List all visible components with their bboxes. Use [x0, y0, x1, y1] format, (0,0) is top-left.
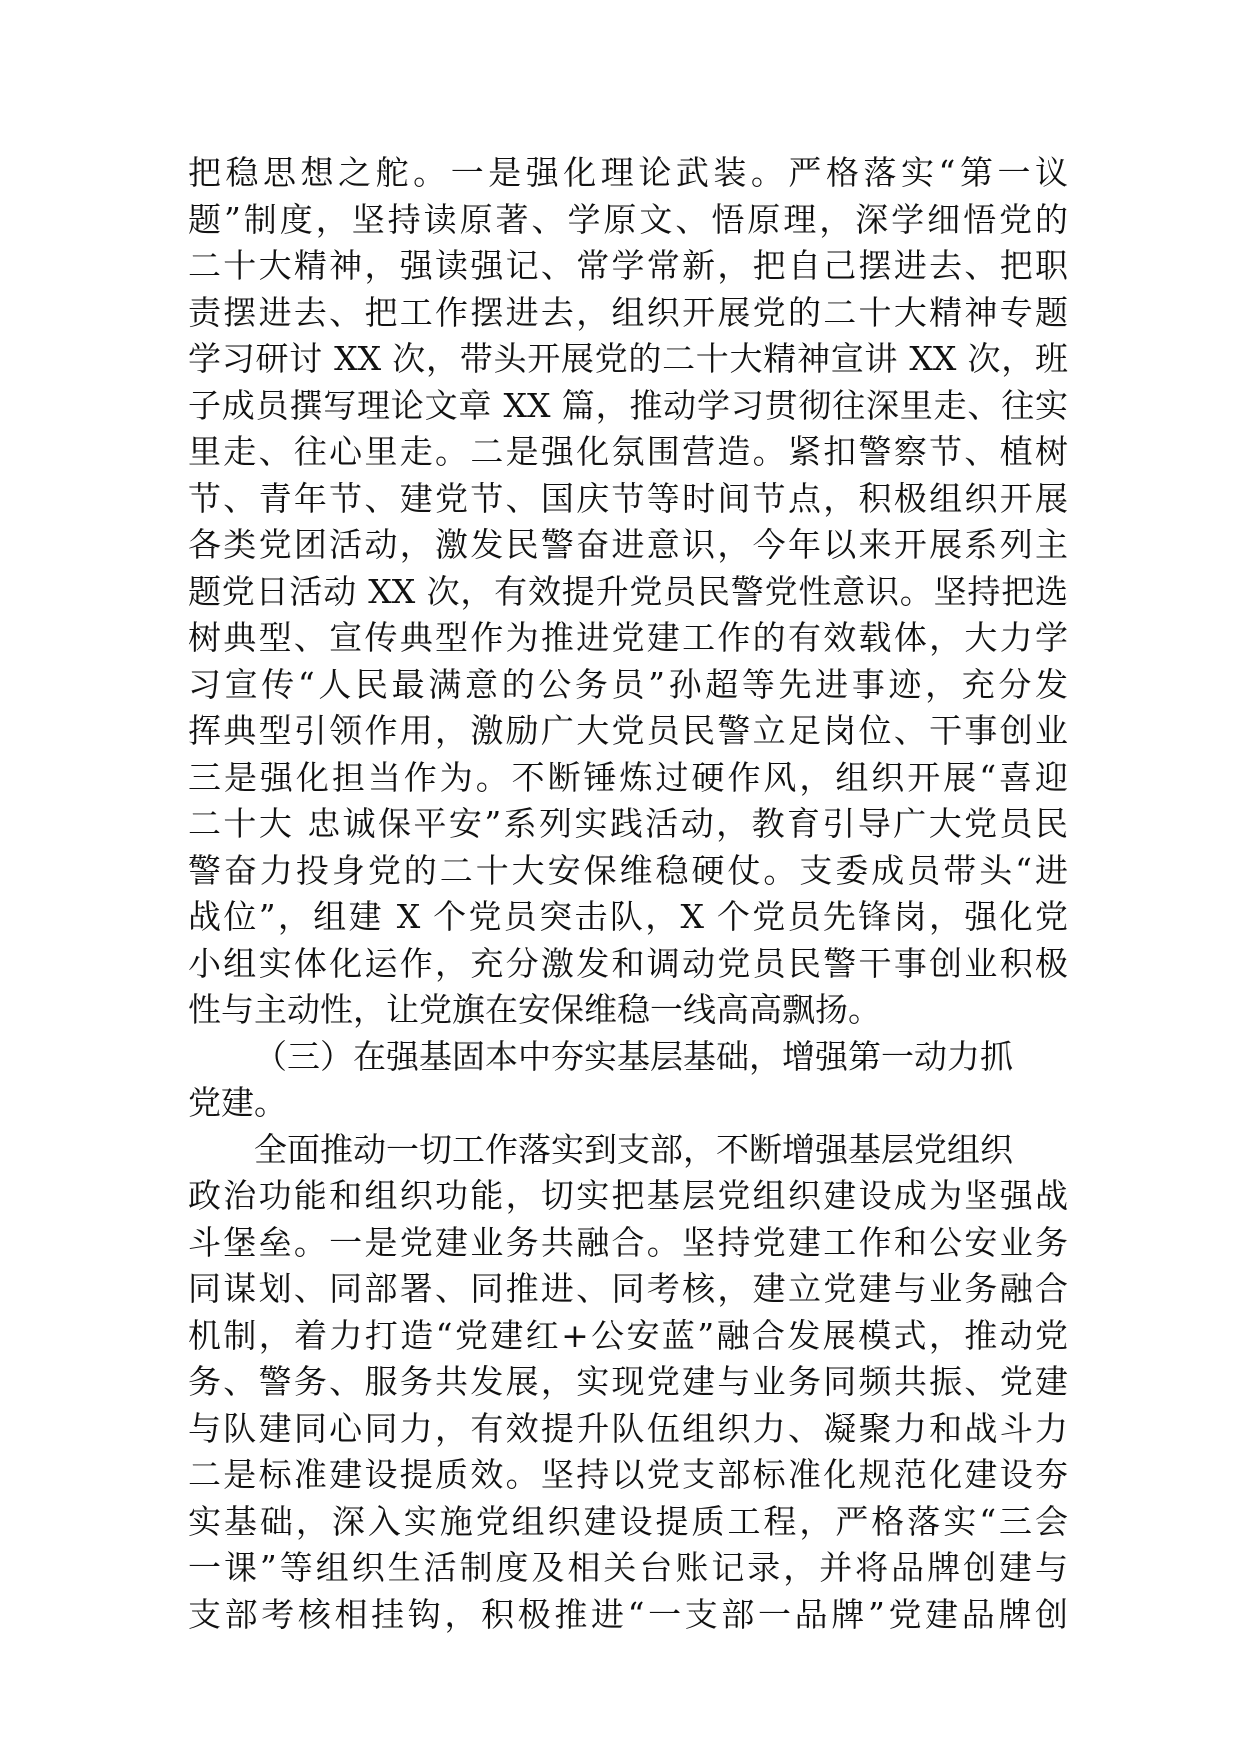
text-line: 二是标准建设提质效。坚持以党支部标准化规范化建设夯 — [188, 1455, 1068, 1494]
text-line: 习宣传“人民最满意的公务员”孙超等先进事迹，充分发 — [188, 664, 1068, 704]
text-line: 与队建同心同力，有效提升队伍组织力、凝聚力和战斗力 — [188, 1408, 1068, 1448]
text-line: 支部考核相挂钩，积极推进“一支部一品牌”党建品牌创 — [188, 1594, 1068, 1634]
text-line: 斗堡垒。一是党建业务共融合。坚持党建工作和公安业务 — [188, 1222, 1068, 1262]
paragraph-first-line: 全面推动一切工作落实到支部，不断增强基层党组织 — [254, 1129, 1013, 1169]
text-line: 题”制度，坚持读原著、学原文、悟原理，深学细悟党的 — [188, 199, 1068, 239]
text-line: 战位”，组建 X 个党员突击队，X 个党员先锋岗，强化党 — [188, 897, 1068, 936]
text-line: 子成员撰写理论文章 XX 篇，推动学习贯彻往深里走、往实 — [188, 385, 1068, 425]
text-line: 二十大 忠诚保平安”系列实践活动，教育引导广大党员民 — [188, 804, 1068, 843]
text-line: 挥典型引领作用，激励广大党员民警立足岗位、干事创业 — [188, 711, 1068, 750]
text-line: 各类党团活动，激发民警奋进意识，今年以来开展系列主 — [188, 525, 1068, 564]
text-line: 务、警务、服务共发展，实现党建与业务同频共振、党建 — [188, 1362, 1068, 1401]
text-line: 一课”等组织生活制度及相关台账记录，并将品牌创建与 — [188, 1548, 1068, 1587]
text-line: 性与主动性，让党旗在安保维稳一线高高飘扬。 — [188, 990, 881, 1029]
text-line: 警奋力投身党的二十大安保维稳硬仗。支委成员带头“进 — [188, 850, 1068, 890]
section-heading-continued: 党建。 — [188, 1083, 287, 1122]
text-line: 三是强化担当作为。不断锤炼过硬作风，组织开展“喜迎 — [188, 757, 1068, 797]
text-line: 责摆进去、把工作摆进去，组织开展党的二十大精神专题 — [188, 292, 1068, 332]
text-line: 树典型、宣传典型作为推进党建工作的有效载体，大力学 — [188, 618, 1068, 657]
body-text — [188, 150, 1068, 1638]
text-line: 里走、往心里走。二是强化氛围营造。紧扣警察节、植树 — [188, 432, 1068, 471]
text-line: 把稳思想之舵。一是强化理论武装。严格落实“第一议 — [188, 153, 1068, 192]
text-line: 同谋划、同部署、同推进、同考核，建立党建与业务融合 — [188, 1269, 1068, 1308]
text-line: 小组实体化运作，充分激发和调动党员民警干事创业积极 — [188, 943, 1068, 983]
text-line: 实基础，深入实施党组织建设提质工程，严格落实“三会 — [188, 1501, 1068, 1541]
text-line: 二十大精神，强读强记、常学常新，把自己摆进去、把职 — [188, 246, 1068, 285]
text-line: 机制，着力打造“党建红+公安蓝”融合发展模式，推动党 — [188, 1315, 1068, 1355]
text-line: 题党日活动 XX 次，有效提升党员民警党性意识。坚持把选 — [188, 571, 1068, 611]
text-line: 政治功能和组织功能，切实把基层党组织建设成为坚强战 — [188, 1176, 1068, 1215]
text-line: 节、青年节、建党节、国庆节等时间节点，积极组织开展 — [188, 478, 1068, 518]
section-heading: （三）在强基固本中夯实基层基础，增强第一动力抓 — [254, 1036, 1013, 1076]
text-line: 学习研讨 XX 次，带头开展党的二十大精神宣讲 XX 次，班 — [188, 339, 1068, 378]
